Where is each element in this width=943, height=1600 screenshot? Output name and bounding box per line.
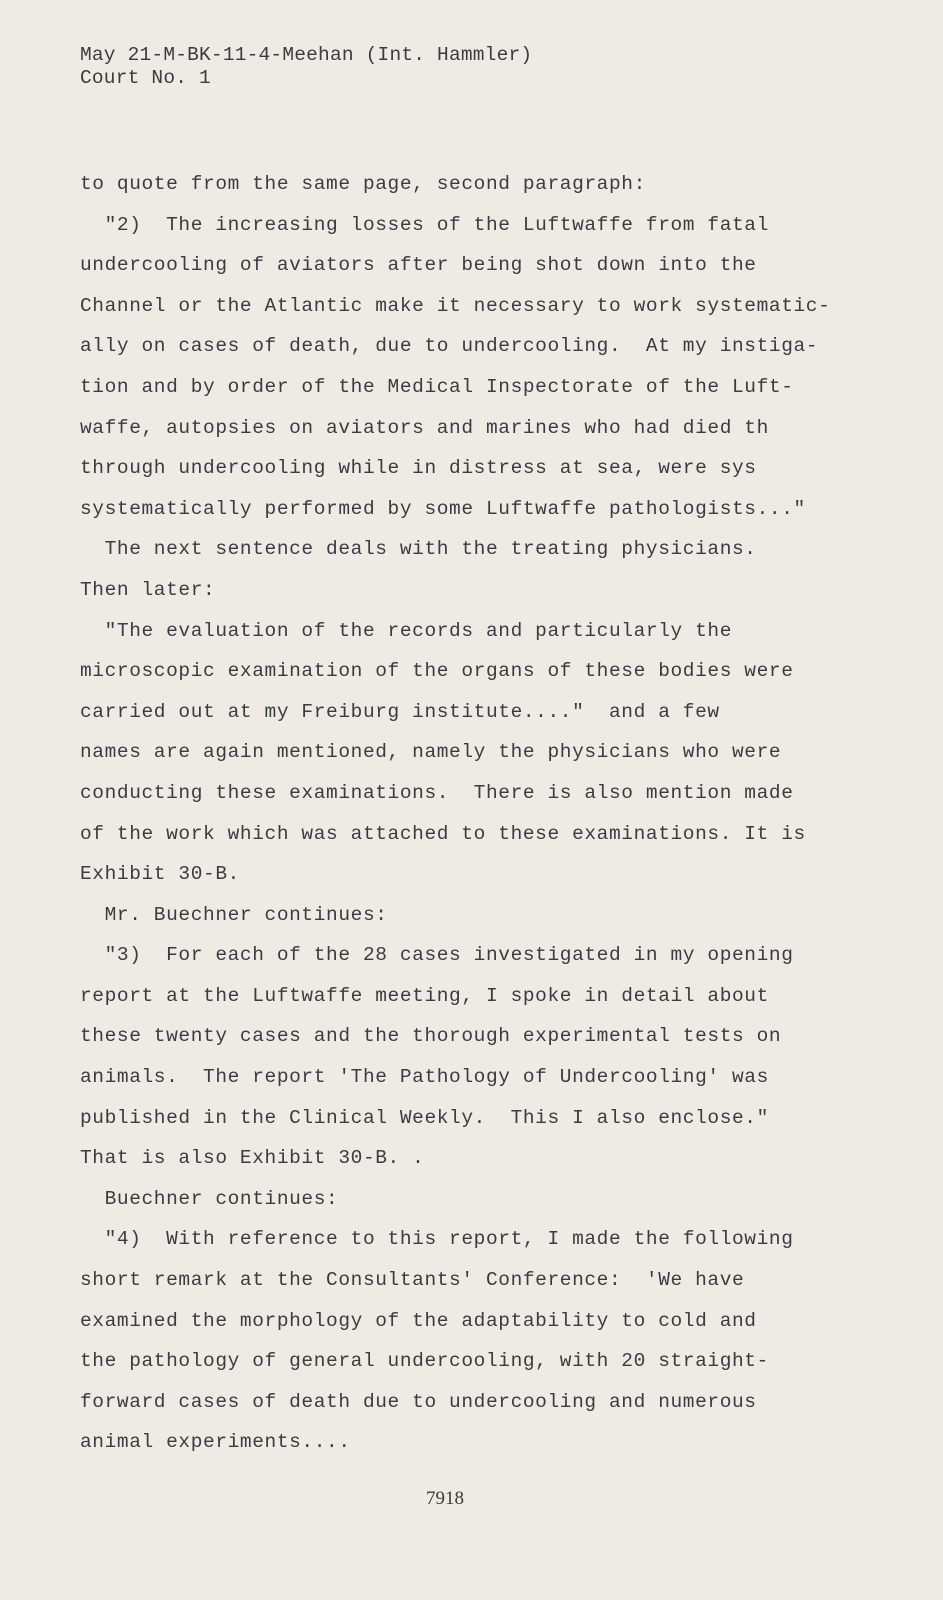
body-line: microscopic examination of the organs of these bodies were — [80, 660, 794, 683]
body-line: to quote from the same page, second paragraph: — [80, 173, 646, 195]
transcript-body — [80, 164, 900, 1463]
body-line: forward cases of death due to undercooling and numerous — [80, 1390, 757, 1413]
body-line: ally on cases of death, due to undercooling. At my instiga- — [80, 335, 819, 358]
body-line: animals. The report 'The Pathology of Undercooling' was — [80, 1066, 769, 1089]
body-line: The next sentence deals with the treating physicians. — [80, 538, 757, 561]
body-line: systematically performed by some Luftwaffe pathologists..." — [80, 497, 806, 520]
body-line: "The evaluation of the records and particularly the — [80, 619, 733, 642]
body-line: these twenty cases and the thorough experimental tests on — [80, 1025, 782, 1048]
header-court-line: Court No. 1 — [80, 67, 211, 89]
body-line: Exhibit 30-B. — [80, 863, 240, 886]
body-line: waffe, autopsies on aviators and marines who had died th — [80, 416, 769, 439]
body-line: "2) The increasing losses of the Luftwaffe from fatal — [80, 213, 769, 236]
body-line: That is also Exhibit 30-B. . — [80, 1147, 425, 1170]
body-line: carried out at my Freiburg institute...." and a few — [80, 700, 720, 723]
body-line: of the work which was attached to these examinations. It is — [80, 822, 806, 845]
body-line: conducting these examinations. There is also mention made — [80, 781, 794, 804]
body-line: names are again mentioned, namely the physicians who were — [80, 741, 782, 764]
body-line: animal experiments.... — [80, 1431, 351, 1454]
body-line: short remark at the Consultants' Conference: 'We have — [80, 1269, 745, 1292]
body-line: undercooling of aviators after being shot down into the — [80, 254, 757, 277]
body-line: "4) With reference to this report, I made the following — [80, 1228, 794, 1251]
body-line: tion and by order of the Medical Inspectorate of the Luft- — [80, 375, 794, 398]
body-line: Channel or the Atlantic make it necessary to work systematic- — [80, 294, 831, 317]
page-number: 7918 — [426, 1488, 464, 1509]
body-line: published in the Clinical Weekly. This I also enclose." — [80, 1106, 769, 1129]
body-line: the pathology of general undercooling, with 20 straight- — [80, 1350, 769, 1373]
body-line: report at the Luftwaffe meeting, I spoke in detail about — [80, 984, 769, 1007]
body-line: through undercooling while in distress at sea, were sys — [80, 457, 757, 480]
body-line: Mr. Buechner continues: — [80, 903, 388, 926]
body-line: Buechner continues: — [80, 1187, 339, 1210]
body-line: "3) For each of the 28 cases investigated in my opening — [80, 944, 794, 967]
document-header — [80, 44, 532, 90]
body-line: Then later: — [80, 578, 216, 601]
header-reference-line: May 21-M-BK-11-4-Meehan (Int. Hammler) — [80, 44, 533, 66]
body-line: examined the morphology of the adaptability to cold and — [80, 1309, 757, 1332]
